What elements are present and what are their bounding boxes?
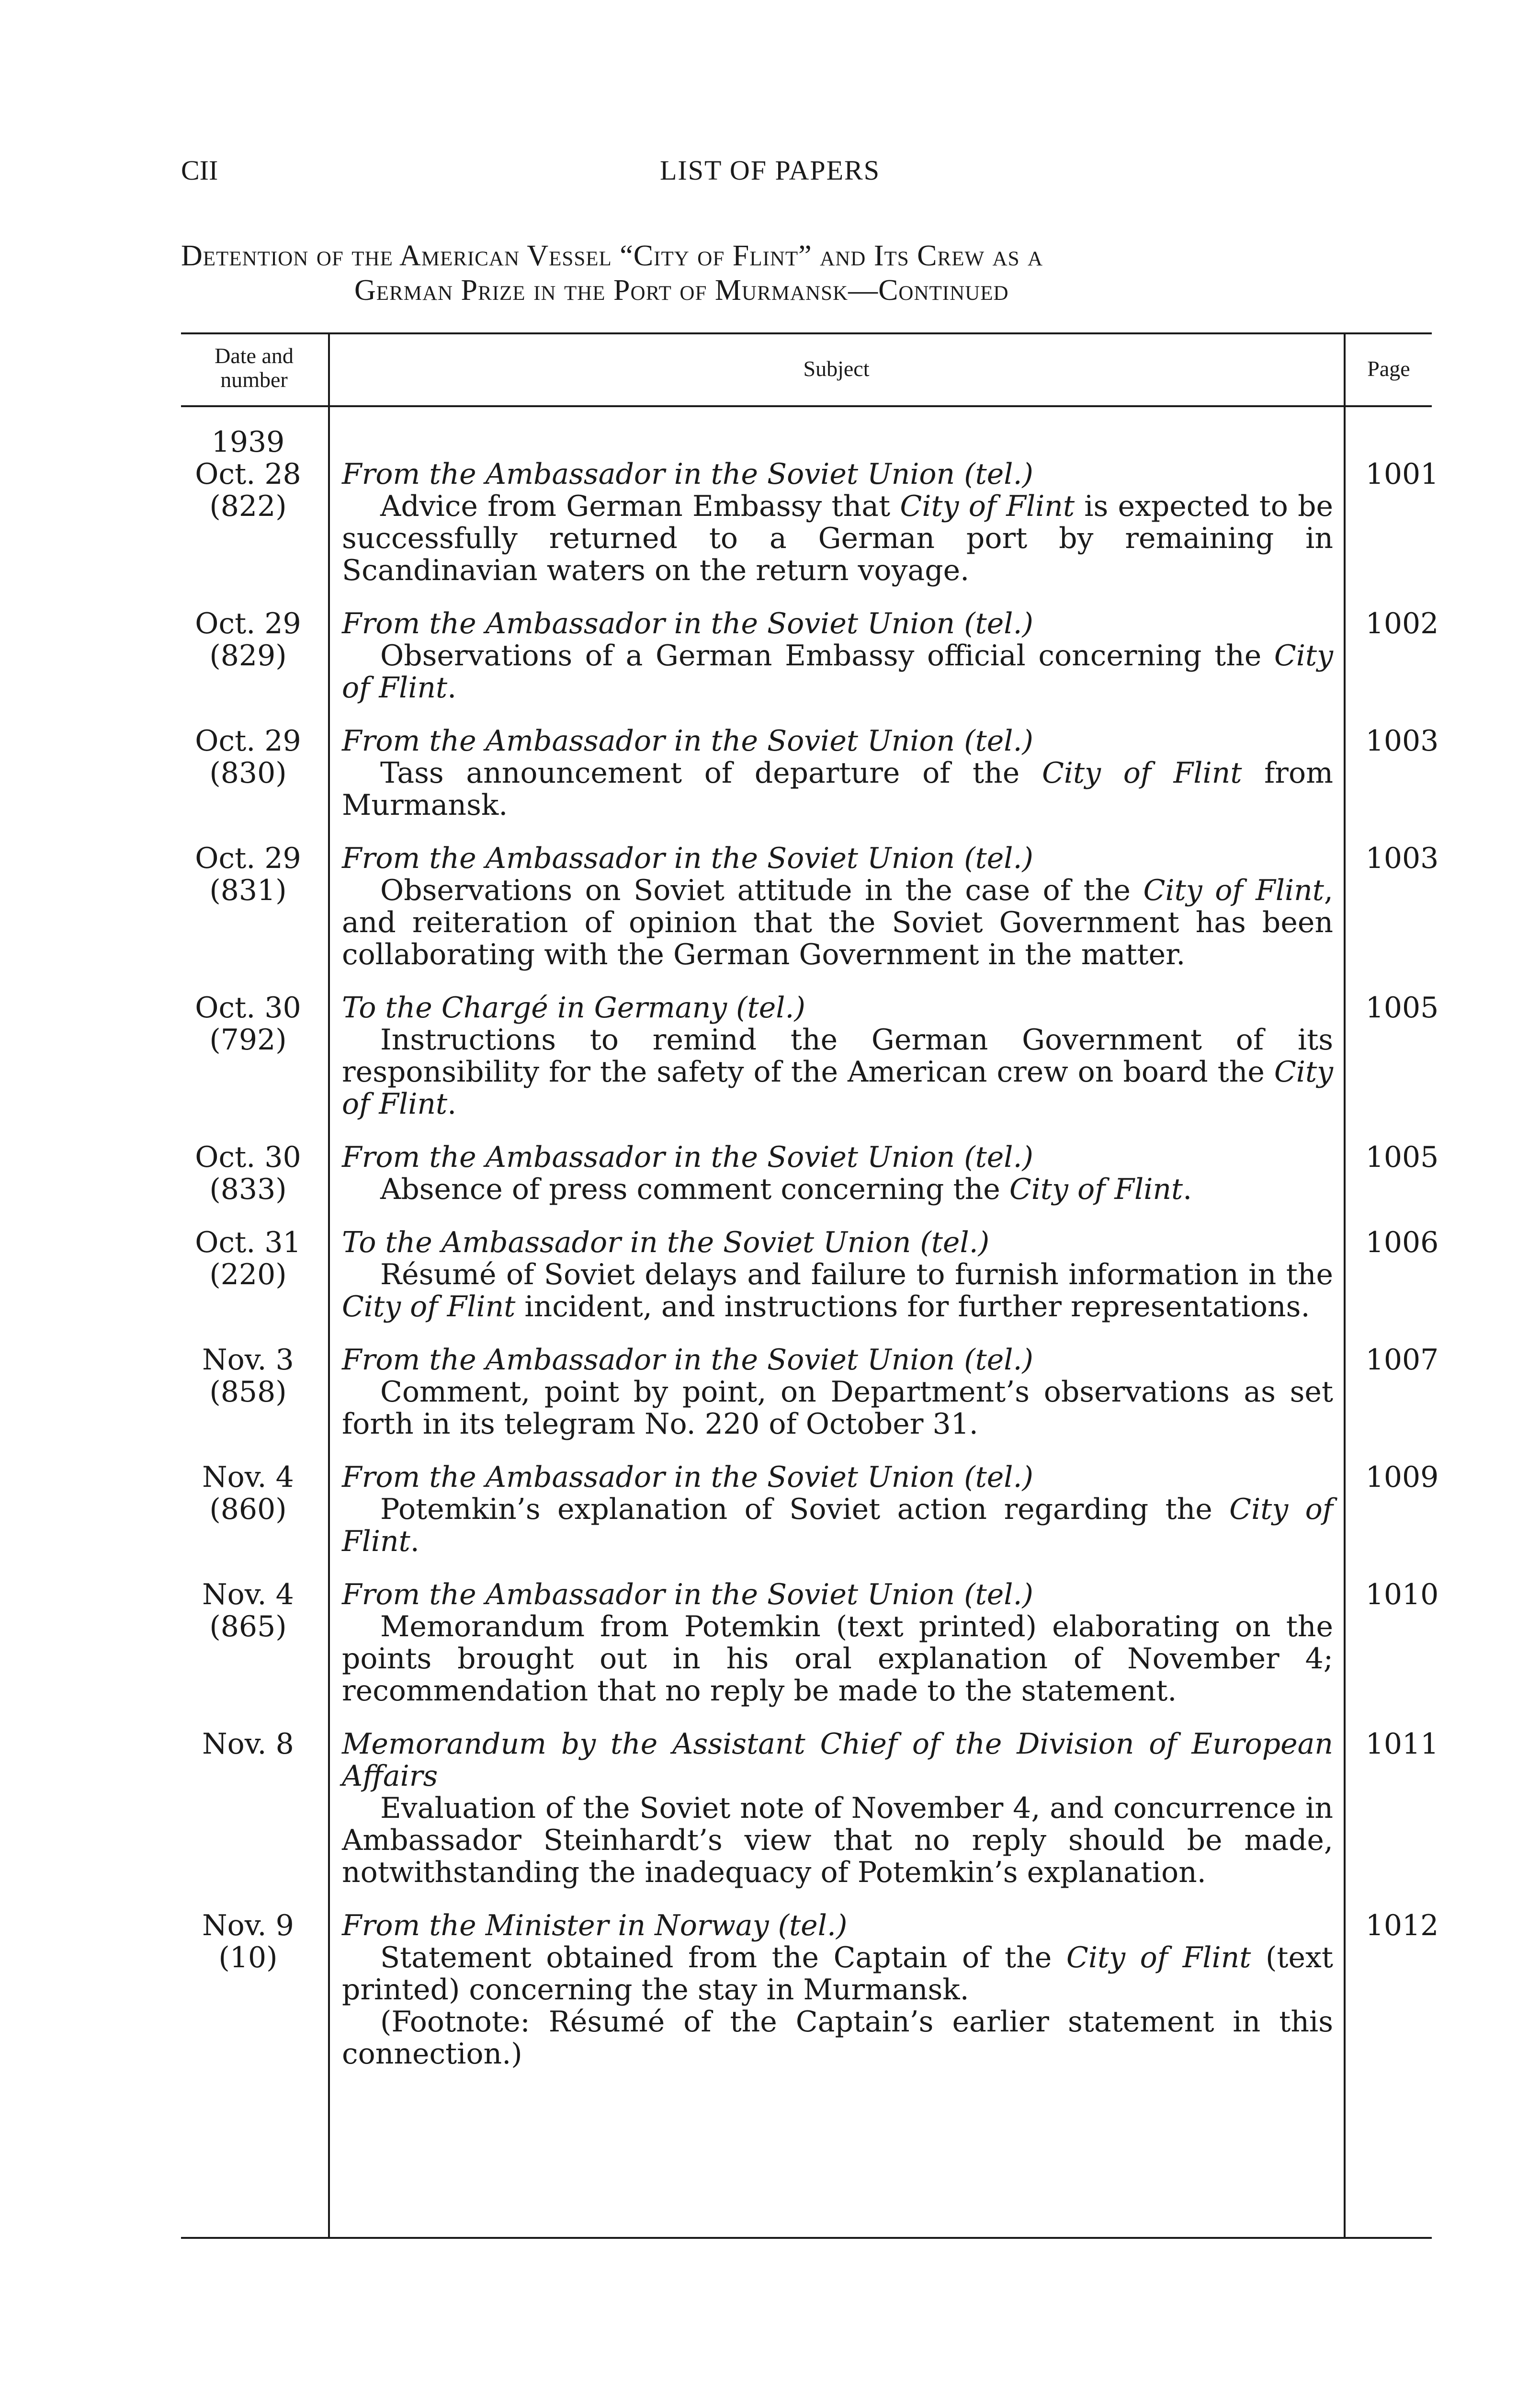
entry-date xyxy=(181,1461,315,1579)
entry-date-text: Oct. 29 xyxy=(195,842,301,875)
entry-page xyxy=(1349,1227,1455,1344)
entry-title: To the Ambassador in the Soviet Union (tel.) xyxy=(342,1226,990,1259)
entry-date-text: Oct. 29 xyxy=(195,724,301,758)
entry-subject xyxy=(315,1579,1349,1728)
entry-title: From the Ambassador in the Soviet Union (tel.) xyxy=(342,457,1033,491)
entry-summary: Comment, point by point, on Department’s observations as set forth in its telegram No. 220 of October 31. xyxy=(342,1375,1333,1441)
ship-name-italic: City of Flint xyxy=(900,490,1075,523)
entry-page-number: 1003 xyxy=(1365,724,1439,758)
entry-date-text: Nov. 8 xyxy=(202,1727,294,1761)
entry-date-text: Nov. 4 xyxy=(202,1578,294,1611)
column-header-date: Date and number xyxy=(215,343,294,392)
entry-number: (833) xyxy=(209,1173,287,1206)
entry-title: To the Chargé in Germany (tel.) xyxy=(342,991,805,1025)
ship-name-italic: City of Flint xyxy=(342,639,1333,705)
entry-date xyxy=(181,843,315,992)
entry-title: From the Ambassador in the Soviet Union (tel.) xyxy=(342,724,1033,758)
entry-page-number: 1009 xyxy=(1365,1460,1439,1494)
ship-name-italic: City of Flint xyxy=(342,1055,1333,1121)
entry-number: (220) xyxy=(209,1258,287,1291)
entry-number: (829) xyxy=(209,639,287,673)
year-spacer xyxy=(1349,426,1455,458)
entry-page-number: 1010 xyxy=(1365,1578,1439,1611)
table-row xyxy=(181,992,1455,1141)
entry-date xyxy=(181,1910,315,2091)
table-top-rule xyxy=(181,332,1432,334)
table-row xyxy=(181,725,1455,843)
entry-title: Memorandum by the Assistant Chief of the Division of European Affairs xyxy=(342,1727,1333,1793)
entry-footnote: (Footnote: Résumé of the Captain’s earlier statement in this connection.) xyxy=(342,2005,1333,2071)
entry-page xyxy=(1349,725,1455,843)
entry-date xyxy=(181,1344,315,1461)
table-row xyxy=(181,1579,1455,1728)
entry-summary: Observations on Soviet attitude in the case of the City of Flint, and reiteration of opinion that the Soviet Government has been collaborating with the German Government in the matter. xyxy=(342,874,1333,971)
entry-summary: Instructions to remind the German Government of its responsibility for the safety of the American crew on board the City of Flint. xyxy=(342,1023,1333,1121)
entry-number: (858) xyxy=(209,1375,287,1409)
entry-date xyxy=(181,725,315,843)
table-row xyxy=(181,1461,1455,1579)
table-row xyxy=(181,1227,1455,1344)
ship-name-italic: City of Flint xyxy=(342,1290,516,1323)
entry-date-text: Oct. 30 xyxy=(195,1140,301,1174)
entry-subject xyxy=(315,992,1349,1141)
entry-page xyxy=(1349,1728,1455,1910)
entry-subject xyxy=(315,1461,1349,1579)
entry-page-number: 1012 xyxy=(1365,1909,1439,1942)
table-row xyxy=(181,1910,1455,2091)
ship-name-italic: City of Flint xyxy=(1042,756,1242,790)
entry-page xyxy=(1349,1344,1455,1461)
entry-page xyxy=(1349,426,1455,608)
entry-summary: Résumé of Soviet delays and failure to furnish information in the City of Flint incident, and instructions for further representations. xyxy=(342,1258,1333,1323)
header-bottom-rule xyxy=(181,405,1432,407)
ship-name-italic: City of Flint xyxy=(1009,1173,1183,1206)
entry-number: (792) xyxy=(209,1023,287,1057)
entry-subject xyxy=(315,1227,1349,1344)
entry-date-text: Oct. 31 xyxy=(195,1226,301,1259)
entry-page xyxy=(1349,843,1455,992)
entry-subject xyxy=(315,1910,1349,2091)
entry-number: (10) xyxy=(218,1941,278,1974)
entry-page-number: 1007 xyxy=(1365,1343,1439,1377)
entry-subject xyxy=(315,1728,1349,1910)
entry-subject xyxy=(315,725,1349,843)
entry-date xyxy=(181,1141,315,1227)
entry-page-number: 1006 xyxy=(1365,1226,1439,1259)
entry-page-number: 1005 xyxy=(1365,1140,1439,1174)
ship-name-italic: City of Flint xyxy=(342,1493,1333,1558)
table-row xyxy=(181,426,1455,608)
entry-page xyxy=(1349,608,1455,725)
entry-title: From the Ambassador in the Soviet Union (tel.) xyxy=(342,1578,1033,1611)
entry-page xyxy=(1349,1461,1455,1579)
entry-summary: Evaluation of the Soviet note of November 4, and concurrence in Ambassador Steinhardt’s view that no reply should be made, notwithstanding the inadequacy of Potemkin’s explanation. xyxy=(342,1791,1333,1889)
entry-date xyxy=(181,1579,315,1728)
entry-summary: Absence of press comment concerning the City of Flint. xyxy=(380,1173,1192,1206)
entry-page-number: 1001 xyxy=(1365,457,1439,491)
entry-subject xyxy=(315,843,1349,992)
entry-page-number: 1005 xyxy=(1365,991,1439,1025)
entry-summary: Tass announcement of departure of the City of Flint from Murmansk. xyxy=(342,756,1334,822)
entry-subject xyxy=(315,1344,1349,1461)
table-row xyxy=(181,1344,1455,1461)
entry-date-text: Nov. 4 xyxy=(202,1460,294,1494)
entry-subject xyxy=(315,426,1349,608)
entry-date-text: Oct. 28 xyxy=(195,457,301,491)
section-title xyxy=(181,239,1426,308)
entry-date xyxy=(181,1227,315,1344)
section-title-line-2: German Prize in the Port of Murmansk—Continued xyxy=(354,274,1009,307)
entry-page xyxy=(1349,992,1455,1141)
entry-title: From the Minister in Norway (tel.) xyxy=(342,1909,848,1942)
running-head: LIST OF PAPERS xyxy=(660,155,880,186)
entry-page-number: 1003 xyxy=(1365,842,1439,875)
entry-page xyxy=(1349,1910,1455,2091)
column-header-page: Page xyxy=(1367,356,1410,381)
entry-page-number: 1011 xyxy=(1365,1727,1439,1761)
entry-year: 1939 xyxy=(211,425,285,459)
entry-subject xyxy=(315,1141,1349,1227)
entry-summary: Advice from German Embassy that City of Flint is expected to be successfully returned to a German port by remaining in Scandinavian waters on the return voyage. xyxy=(342,490,1333,587)
papers-table xyxy=(181,426,1455,2091)
entry-title: From the Ambassador in the Soviet Union (tel.) xyxy=(342,842,1033,875)
year-spacer xyxy=(342,426,1333,458)
entry-date xyxy=(181,1728,315,1910)
entry-date xyxy=(181,426,315,608)
entry-date-text: Oct. 29 xyxy=(195,607,301,640)
section-title-line-1: Detention of the American Vessel “City of Flint” and Its Crew as a xyxy=(181,240,1043,272)
entry-subject xyxy=(315,608,1349,725)
table-row xyxy=(181,608,1455,725)
entry-date-text: Nov. 9 xyxy=(202,1909,294,1942)
table-row xyxy=(181,1728,1455,1910)
entry-page-number: 1002 xyxy=(1365,607,1439,640)
entry-date-text: Nov. 3 xyxy=(202,1343,294,1377)
entry-number: (822) xyxy=(209,490,287,523)
entry-number: (830) xyxy=(209,756,287,790)
entry-summary: Observations of a German Embassy official concerning the City of Flint. xyxy=(342,639,1333,705)
entry-number: (831) xyxy=(209,874,287,907)
entry-page xyxy=(1349,1141,1455,1227)
column-header-subject: Subject xyxy=(803,356,870,381)
table-row xyxy=(181,843,1455,992)
entry-date xyxy=(181,608,315,725)
entry-summary: Potemkin’s explanation of Soviet action regarding the City of Flint. xyxy=(342,1493,1333,1558)
ship-name-italic: City of Flint xyxy=(1143,874,1324,907)
entry-number: (860) xyxy=(209,1493,287,1526)
entry-summary: Memorandum from Potemkin (text printed) elaborating on the points brought out in his oral explanation of November 4; recommendation that no reply be made to the statement. xyxy=(342,1610,1333,1708)
entry-date-text: Oct. 30 xyxy=(195,991,301,1025)
entry-number: (865) xyxy=(209,1610,287,1643)
table-row xyxy=(181,1141,1455,1227)
entry-summary: Statement obtained from the Captain of the City of Flint (text printed) concerning the stay in Murmansk. xyxy=(342,1941,1333,2007)
ship-name-italic: City of Flint xyxy=(1066,1941,1251,1974)
entry-title: From the Ambassador in the Soviet Union (tel.) xyxy=(342,607,1033,640)
entry-page xyxy=(1349,1579,1455,1728)
entry-date xyxy=(181,992,315,1141)
entry-title: From the Ambassador in the Soviet Union (tel.) xyxy=(342,1460,1033,1494)
table-bottom-rule xyxy=(181,2237,1432,2239)
folio: CII xyxy=(181,155,218,186)
entry-title: From the Ambassador in the Soviet Union (tel.) xyxy=(342,1343,1033,1377)
entry-title: From the Ambassador in the Soviet Union (tel.) xyxy=(342,1140,1033,1174)
